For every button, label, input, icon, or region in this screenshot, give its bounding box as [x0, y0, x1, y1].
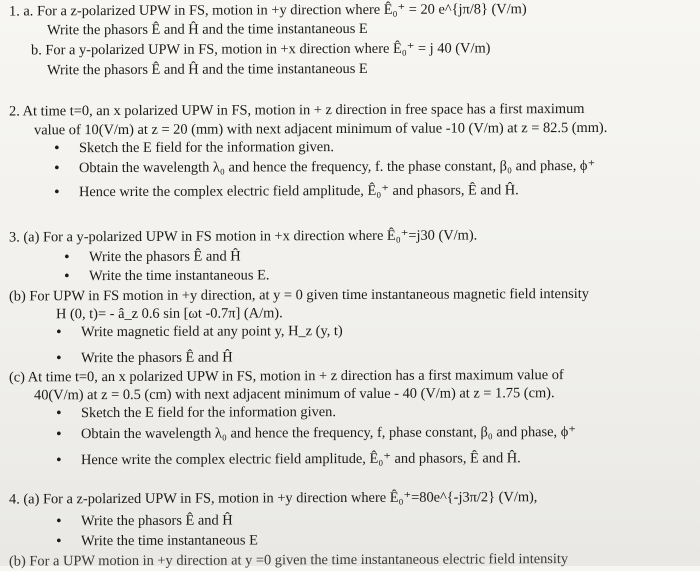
problem-2-line-1: 2. At time t=0, an x polarized UPW in FS, motion in + z direction in free space has a first maximum — [9, 100, 585, 120]
problem-3c-line-1: (c) At time t=0, an x polarized UPW in FS, motion in + z direction has a first maximum value of — [9, 367, 564, 386]
problem-3-line-1: 3. (a) For a y-polarized UPW in FS motion in +x direction where Ê₀⁺=j30 (V/m). — [9, 227, 478, 246]
problem-1-line-1: 1. a. For a z-polarized UPW in FS, motion in +y direction where Ê₀⁺ = 20 e^{jπ/8} (V/m) — [9, 1, 527, 20]
problem-3c-line-2: 40(V/m) at z = 0.5 (cm) with next adjacent minimum of value - 40 (V/m) at z = 1.75 (cm). — [34, 385, 555, 404]
problem-1-line-2: Write the phasors Ê and Ĥ and the time instantaneous E — [47, 20, 368, 39]
problem-3c-bullet-2: • Obtain the wavelength λ₀ and hence the frequency, f, phase constant, β₀ and phase, ϕ⁺ — [81, 424, 576, 443]
problem-3b-line-2: H (0, t)= - â_z 0.6 sin [ωt -0.7π] (A/m). — [56, 305, 283, 323]
problem-3-bullet-1: • Write the phasors Ê and Ĥ — [89, 248, 241, 266]
problem-3-bullet-2: • Write the time instantaneous E. — [89, 267, 269, 285]
problem-3c-bullet-1: • Sketch the E field for the information given. — [81, 404, 336, 422]
problem-3b-bullet-2: • Write the phasors Ê and Ĥ — [81, 350, 233, 368]
problem-1-line-3: b. For a y-polarized UPW in FS, motion in +x direction where Ê₀⁺ = j 40 (V/m) — [31, 40, 491, 59]
problem-2-bullet-3: • Hence write the complex electric field amplitude, Ê₀⁺ and phasors, Ê and Ĥ. — [79, 182, 519, 201]
problem-4-bullet-2: • Write the time instantaneous E — [81, 532, 258, 550]
problem-3b-line-1: (b) For UPW in FS motion in +y direction, at y = 0 given time instantaneous magnetic field intensity — [9, 285, 589, 305]
problem-2-bullet-1: • Sketch the E field for the information given. — [79, 139, 334, 157]
problem-4-line-1: 4. (a) For a z-polarized UPW in FS, motion in +y direction where Ê₀⁺=80e^{-j3π/2} (V/m), — [9, 489, 538, 508]
problem-3c-bullet-3: • Hence write the complex electric field amplitude, Ê₀⁺ and phasors, Ê and Ĥ. — [81, 450, 521, 469]
problem-4-bullet-1: • Write the phasors Ê and Ĥ — [81, 513, 233, 531]
problem-3b-bullet-1: • Write magnetic field at any point y, H_z (y, t) — [81, 323, 343, 341]
problem-1-line-4: Write the phasors Ê and Ĥ and the time instantaneous E — [47, 60, 368, 79]
problem-2-bullet-2: • Obtain the wavelength λ₀ and hence the frequency, f. the phase constant, β₀ and phase, ϕ⁺ — [79, 158, 595, 177]
problem-4b-line-1-cut-off: (b) For a UPW motion in +y direction at y =0 given the time instantaneous electric field intensity — [9, 551, 569, 570]
problem-2-line-2: value of 10(V/m) at z = 20 (mm) with next adjacent minimum of value -10 (V/m) at z = 82.5 (mm). — [34, 119, 608, 139]
